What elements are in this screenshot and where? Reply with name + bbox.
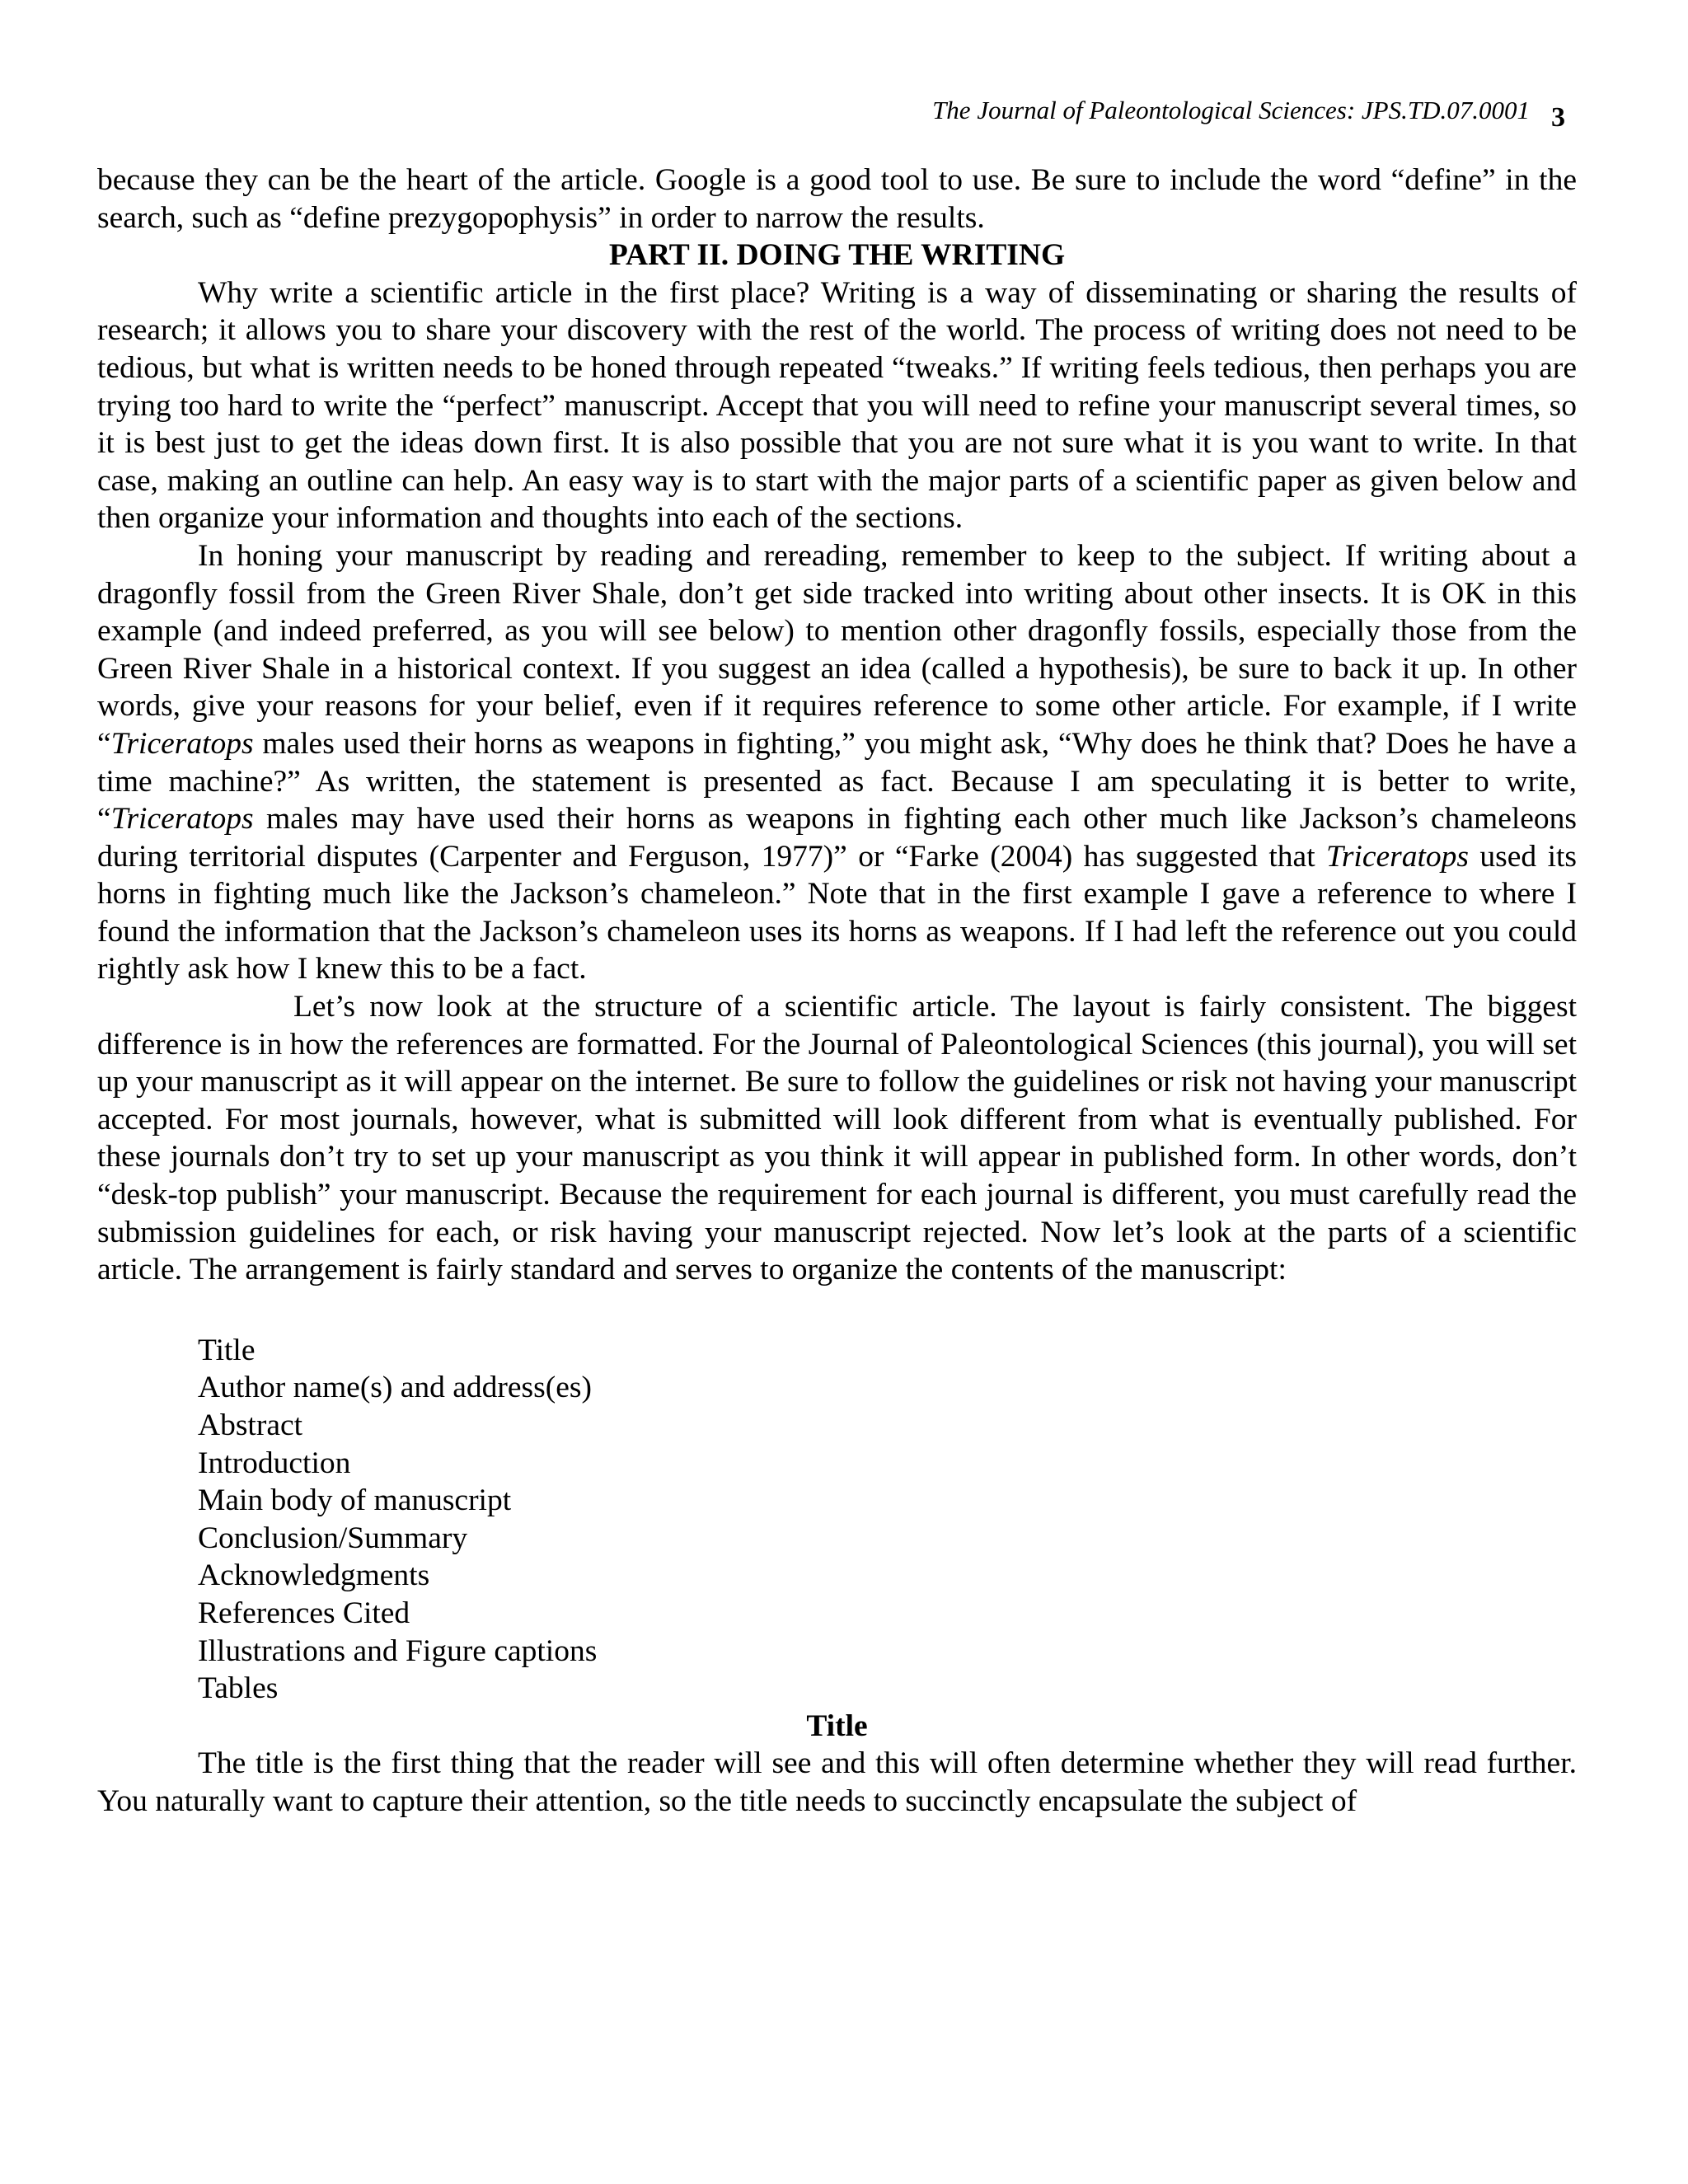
list-item: Author name(s) and address(es) [198,1371,592,1405]
honing-text-part2: males used their horns as weapons in fighting,” you might ask, “Why does he think that? Does he have a time machine?” As written, the statement is presented as fact. Because I am speculating it is better to write, “ [97,726,1577,837]
list-item: Introduction [198,1446,351,1480]
list-item: Illustrations and Figure captions [198,1633,598,1668]
honing-text-part1: In honing your manuscript by reading and rereading, remember to keep to the subject. If writing about a dragonfly fossil from the Green River Shale, don’t get side tracked into writing about other insects. It is OK in this example (and indeed preferred, as you will see below) to mention other dragonfly fossils, especially those from the Green River Shale in a historical context. If you suggest an idea (called a hypothesis), be sure to back it up. In other words, give your reasons for your belief, even if it requires reference to some other article. For example, if I write “ [97,538,1577,761]
intro-continuation-paragraph: because they can be the heart of the article. Google is a good tool to use. Be sure to include the word “define” in the search, such as “define prezygopophysis” in order to narrow the results. [97,163,1577,235]
structure-paragraph: Let’s now look at the structure of a scientific article. The layout is fairly consistent. The biggest difference is in how the references are formatted. For the Journal of Paleontological Sciences (this journal), you will set up your manuscript as it will appear on the internet. Be sure to follow the guidelines or risk not having your manuscript accepted. For most journals, however, what is submitted will look different from what is eventually published. For these journals don’t try to set up your manuscript as you think it will appear in published form. In other words, don’t “desk-top publish” your manuscript. Because the requirement for each journal is different, you must carefully read the submission guidelines for each, or risk having your manuscript rejected. Now let’s look at the parts of a scientific article. The arrangement is fairly standard and serves to organize the contents of the manuscript: [97,990,1577,1287]
honing-text-part4: used its horns in fighting much like the Jackson’s chameleon.” Note that in the first example I gave a reference to where I found the information that the Jackson’s chameleon uses its horns as weapons. If I had left the reference out you could rightly ask how I knew this to be a fact. [97,839,1577,987]
part-heading: PART II. DOING THE WRITING [608,238,1066,273]
page-number: 3 [1551,102,1565,133]
species-name-italic: Triceratops [110,726,254,761]
list-item: Main body of manuscript [198,1483,512,1518]
species-name-italic: Triceratops [110,802,254,837]
list-item: Conclusion/Summary [198,1521,468,1555]
why-write-paragraph: Why write a scientific article in the first place? Writing is a way of disseminating or sharing the results of research; it allows you to share your discovery with the rest of the world. The process of writing does not need to be tedious, but what is written needs to be honed through repeated “tweaks.” If writing feels tedious, then perhaps you are trying too hard to write the “perfect” manuscript. Accept that you will need to refine your manuscript several times, so it is best just to get the ideas down first. It is also possible that you are not sure what it is you want to write. In that case, making an outline can help. An easy way is to start with the major parts of a scientific paper as given below and then organize your information and thoughts into each of the sections. [97,275,1577,536]
running-head: The Journal of Paleontological Sciences: JPS.TD.07.0001 [932,96,1530,124]
body-text [97,162,1577,1821]
title-section-heading: Title [806,1708,868,1743]
article-parts-list [97,1332,1577,1708]
species-name-italic: Triceratops [1326,839,1469,874]
list-item: Acknowledgments [198,1558,430,1593]
honing-paragraph [97,537,1577,988]
title-paragraph: The title is the first thing that the reader will see and this will often determine whether they will read further. You naturally want to capture their attention, so the title needs to succinctly encapsulate the subject of [97,1746,1577,1818]
list-item: References Cited [198,1596,410,1630]
honing-text-part3: males may have used their horns as weapons in fighting each other much like Jackson’s chameleons during territorial disputes (Carpenter and Ferguson, 1977)” or “Farke (2004) has suggested that [97,802,1577,874]
list-item: Title [198,1333,256,1367]
list-item: Tables [198,1671,279,1706]
list-item: Abstract [198,1408,303,1442]
